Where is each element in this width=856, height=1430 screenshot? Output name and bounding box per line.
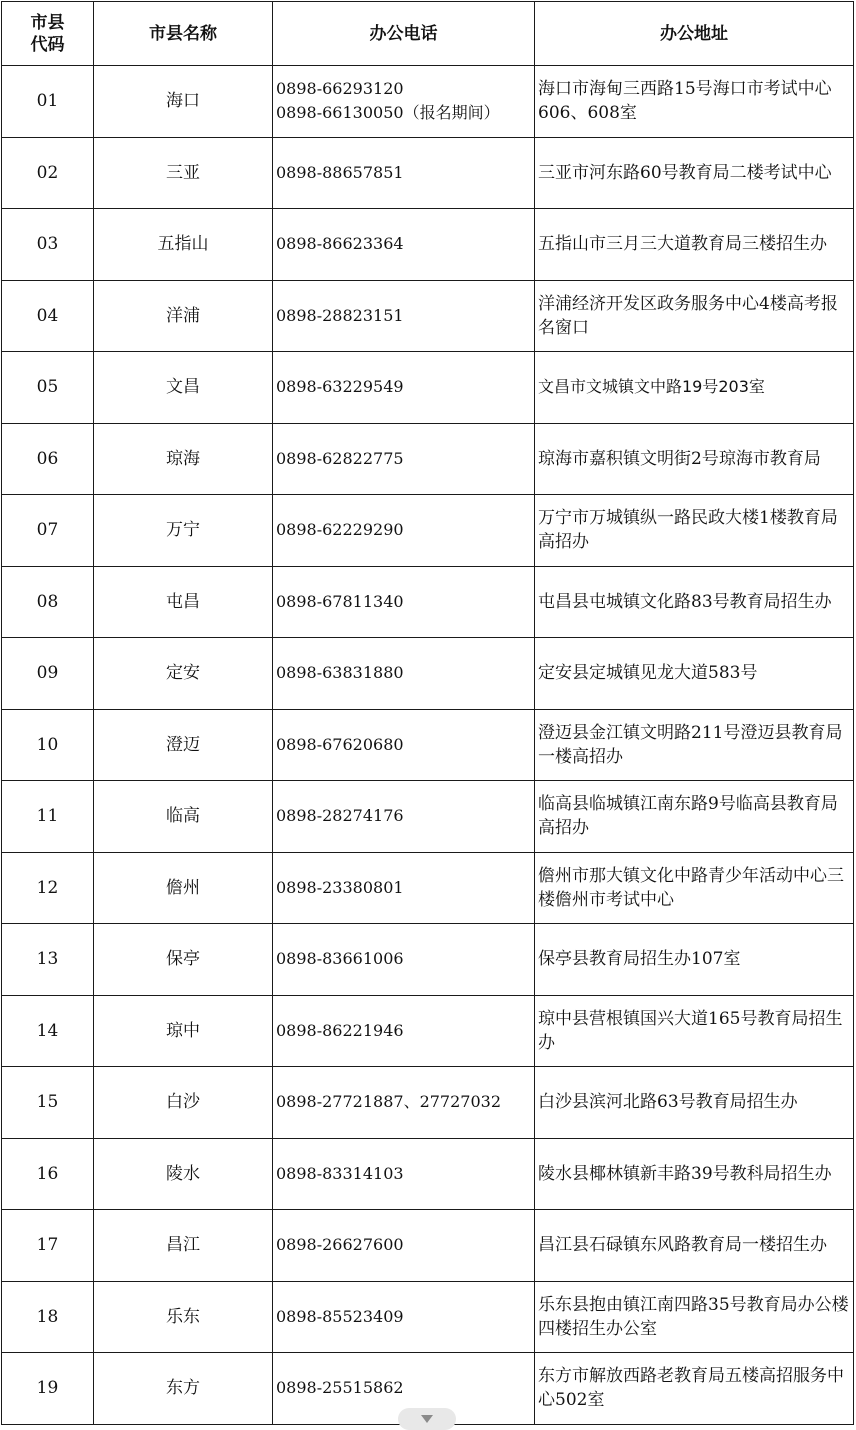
row-address: 东方市解放西路老教育局五楼高招服务中心502室: [535, 1353, 854, 1425]
row-phone: [273, 781, 535, 853]
row-phone: [273, 1067, 535, 1139]
row-phone: [273, 352, 535, 424]
row-phone: [273, 995, 535, 1067]
phone-number: 0898-63229549: [276, 377, 404, 397]
table-row: [2, 924, 854, 996]
row-name: 三亚: [94, 137, 273, 209]
row-address: 保亭县教育局招生办107室: [535, 924, 854, 996]
row-code: 02: [2, 137, 94, 209]
row-code: 12: [2, 852, 94, 924]
row-code: 17: [2, 1210, 94, 1282]
table-row: [2, 1210, 854, 1282]
header-code: [2, 2, 94, 66]
row-code: 13: [2, 924, 94, 996]
phone-number: 0898-26627600: [276, 1235, 404, 1255]
row-address: 五指山市三月三大道教育局三楼招生办: [535, 209, 854, 281]
row-name: 海口: [94, 66, 273, 138]
row-name: 万宁: [94, 495, 273, 567]
header-code-line2: 代码: [30, 34, 65, 55]
phone-number: 0898-86623364: [276, 234, 404, 254]
row-code: 15: [2, 1067, 94, 1139]
header-phone: 办公电话: [273, 2, 535, 66]
row-address: 定安县定城镇见龙大道583号: [535, 638, 854, 710]
row-code: 08: [2, 566, 94, 638]
row-name: 琼海: [94, 423, 273, 495]
row-phone: [273, 924, 535, 996]
phone-number: 0898-63831880: [276, 663, 404, 683]
phone-number: 0898-62822775: [276, 448, 404, 468]
phone-number: 0898-25515862: [276, 1378, 404, 1398]
phone-number: 0898-28823151: [276, 305, 404, 325]
row-code: 06: [2, 423, 94, 495]
phone-number: 0898-83661006: [276, 949, 404, 969]
row-name: 白沙: [94, 1067, 273, 1139]
phone-number: 0898-27721887、27727032: [276, 1092, 502, 1112]
row-phone: [273, 709, 535, 781]
row-phone: [273, 66, 535, 138]
row-address: 昌江县石碌镇东风路教育局一楼招生办: [535, 1210, 854, 1282]
row-name: 乐东: [94, 1281, 273, 1353]
header-name: 市县名称: [94, 2, 273, 66]
table-row: [2, 495, 854, 567]
table-row: [2, 1067, 854, 1139]
row-address: 白沙县滨河北路63号教育局招生办: [535, 1067, 854, 1139]
row-name: 琼中: [94, 995, 273, 1067]
row-code: 10: [2, 709, 94, 781]
header-address: 办公地址: [535, 2, 854, 66]
row-code: 05: [2, 352, 94, 424]
table-row: [2, 638, 854, 710]
row-phone: [273, 423, 535, 495]
row-name: 东方: [94, 1353, 273, 1425]
row-name: 文昌: [94, 352, 273, 424]
table-row: [2, 709, 854, 781]
chevron-down-icon: [421, 1415, 433, 1423]
row-code: 03: [2, 209, 94, 281]
table-row: [2, 280, 854, 352]
phone-number: 0898-67620680: [276, 734, 404, 754]
row-address: 万宁市万城镇纵一路民政大楼1楼教育局高招办: [535, 495, 854, 567]
table-body: [2, 66, 854, 1425]
table-row: [2, 852, 854, 924]
row-address: 琼中县营根镇国兴大道165号教育局招生办: [535, 995, 854, 1067]
scroll-down-button[interactable]: [398, 1408, 456, 1430]
row-address: 三亚市河东路60号教育局二楼考试中心: [535, 137, 854, 209]
row-name: 保亭: [94, 924, 273, 996]
table-row: [2, 781, 854, 853]
row-phone: [273, 280, 535, 352]
row-address: 儋州市那大镇文化中路青少年活动中心三楼儋州市考试中心: [535, 852, 854, 924]
row-code: 11: [2, 781, 94, 853]
row-phone: [273, 1210, 535, 1282]
table-row: [2, 1138, 854, 1210]
phone-number: 0898-62229290: [276, 520, 404, 540]
table-row: [2, 1281, 854, 1353]
row-phone: [273, 1281, 535, 1353]
table-row: [2, 423, 854, 495]
header-code-line1: 市县: [30, 12, 65, 33]
phone-number: 0898-23380801: [276, 877, 404, 897]
row-code: 01: [2, 66, 94, 138]
table-header: [2, 2, 854, 66]
table-row: [2, 66, 854, 138]
row-phone: [273, 852, 535, 924]
row-address: 陵水县椰林镇新丰路39号教科局招生办: [535, 1138, 854, 1210]
row-phone: [273, 137, 535, 209]
row-name: 洋浦: [94, 280, 273, 352]
row-name: 临高: [94, 781, 273, 853]
row-name: 儋州: [94, 852, 273, 924]
header-row: [2, 2, 854, 66]
row-name: 五指山: [94, 209, 273, 281]
row-code: 16: [2, 1138, 94, 1210]
office-contact-table: [1, 1, 854, 1425]
row-address: 屯昌县屯城镇文化路83号教育局招生办: [535, 566, 854, 638]
row-address: 澄迈县金江镇文明路211号澄迈县教育局一楼高招办: [535, 709, 854, 781]
table-row: [2, 209, 854, 281]
phone-number: 0898-66293120: [276, 79, 404, 99]
table-row: [2, 995, 854, 1067]
row-code: 14: [2, 995, 94, 1067]
row-address: 文昌市文城镇文中路19号203室: [535, 352, 854, 424]
row-name: 定安: [94, 638, 273, 710]
phone-number: 0898-67811340: [276, 591, 404, 611]
row-phone: [273, 566, 535, 638]
row-address: 海口市海甸三西路15号海口市考试中心606、608室: [535, 66, 854, 138]
row-name: 昌江: [94, 1210, 273, 1282]
row-phone: [273, 495, 535, 567]
row-code: 18: [2, 1281, 94, 1353]
table-row: [2, 137, 854, 209]
phone-number: 0898-66130050（报名期间）: [276, 103, 500, 123]
row-code: 04: [2, 280, 94, 352]
row-code: 19: [2, 1353, 94, 1425]
row-address: 琼海市嘉积镇文明街2号琼海市教育局: [535, 423, 854, 495]
phone-number: 0898-88657851: [276, 162, 404, 182]
row-phone: [273, 1138, 535, 1210]
row-code: 07: [2, 495, 94, 567]
row-code: 09: [2, 638, 94, 710]
row-address: 临高县临城镇江南东路9号临高县教育局高招办: [535, 781, 854, 853]
table-row: [2, 566, 854, 638]
row-phone: [273, 638, 535, 710]
phone-number: 0898-86221946: [276, 1020, 404, 1040]
row-phone: [273, 209, 535, 281]
phone-number: 0898-83314103: [276, 1163, 404, 1183]
row-name: 澄迈: [94, 709, 273, 781]
phone-number: 0898-85523409: [276, 1306, 404, 1326]
row-name: 陵水: [94, 1138, 273, 1210]
row-name: 屯昌: [94, 566, 273, 638]
row-address: 乐东县抱由镇江南四路35号教育局办公楼四楼招生办公室: [535, 1281, 854, 1353]
row-address: 洋浦经济开发区政务服务中心4楼高考报名窗口: [535, 280, 854, 352]
table-row: [2, 352, 854, 424]
phone-number: 0898-28274176: [276, 806, 404, 826]
